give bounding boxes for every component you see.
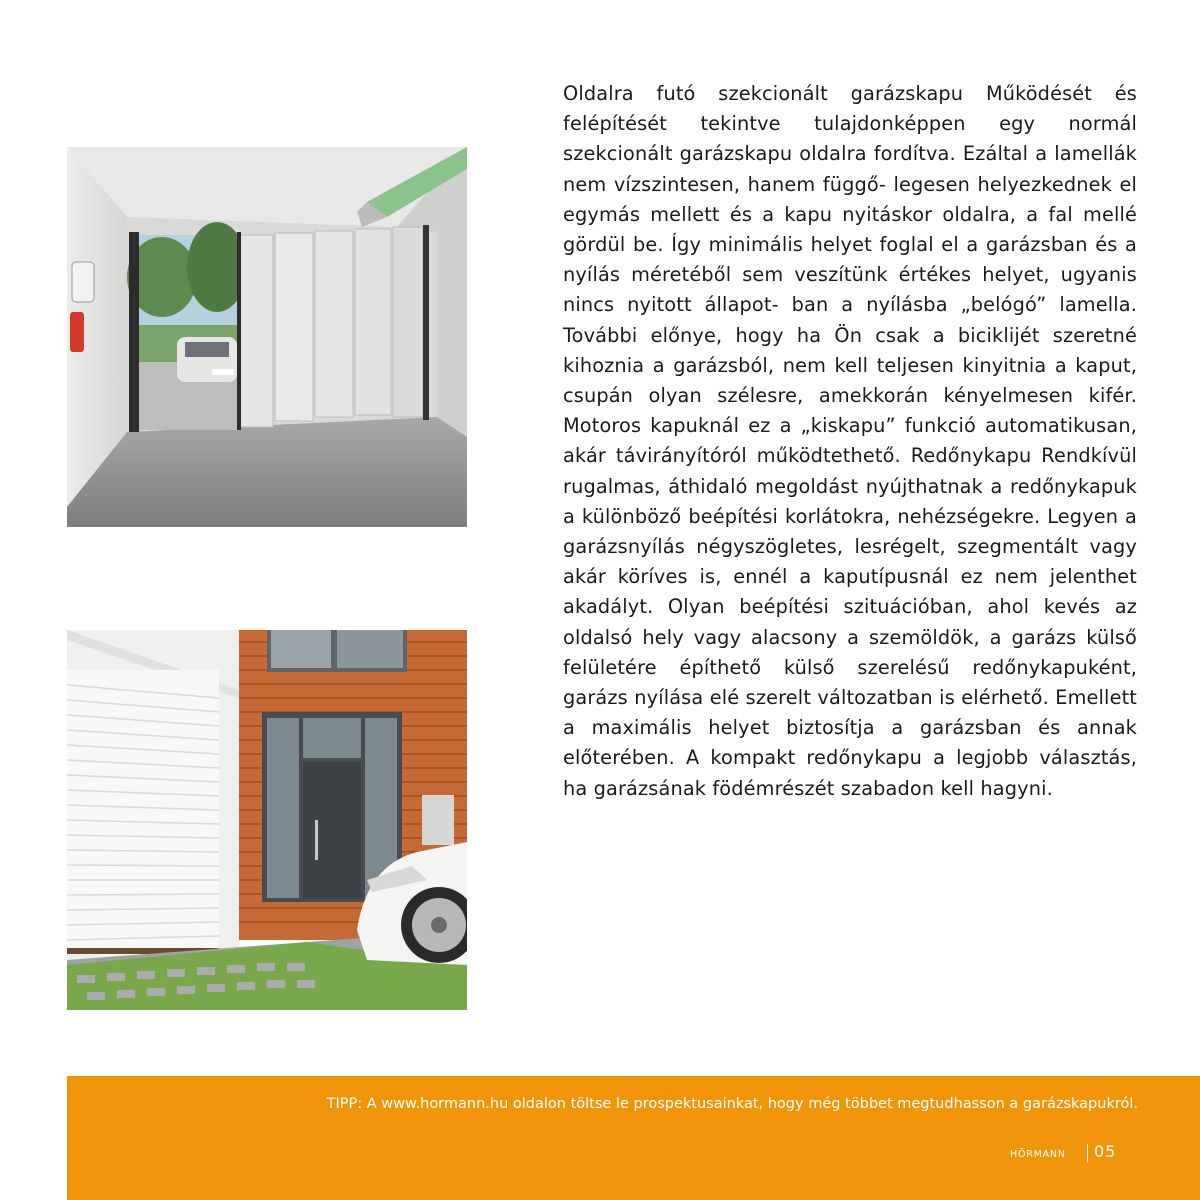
garage-interior-photo	[67, 147, 467, 527]
page-number-separator	[1087, 1144, 1088, 1162]
brand-name: HÖRMANN	[1010, 1149, 1066, 1160]
tip-text: TIPP: A www.hormann.hu oldalon töltse le prospektusainkat, hogy még többet megtudhasson a garázskapukról.	[326, 1096, 1138, 1112]
page-number: 05	[1094, 1142, 1117, 1161]
footer-band	[67, 1076, 1200, 1200]
article-body: Oldalra futó szekcionált garázskapu Működését és felépítését tekintve tulajdonképpen egy normál szekcionált garázskapu oldalra fordítva. Ezáltal a lamellák nem vízszintesen, hanem függő- legesen helyezkednek el egymás mellett és a kapu nyitáskor oldalra, a fal mellé gördül be. Így minimális helyet foglal el a garázsban és a nyílás méretéből sem veszítünk értékes helyet, ugyanis nincs nyitott állapot- ban a nyílásba „belógó” lamella. További előnye, hogy ha Ön csak a biciklijét szeretné kihoznia a garázsból, nem kell teljesen kinyitnia a kaput, csupán olyan szélesre, amekkorán kényelmesen kifér. Motoros kapuknál ez a „kiskapu” funkció automatikusan, akár távirányítóról működtethető. Redőnykapu Rendkívül rugalmas, áthidaló megoldást nyújthatnak a redőnykapuk a különböző beépítési korlátokra, nehézségekre. Legyen a garázsnyílás négyszögletes, lesrégelt, szegmentált vagy akár köríves is, ennél a kaputípusnál ez nem jelenthet akadályt. Olyan beépítési szituációban, ahol kevés az oldalsó hely vagy alacsony a szemöldök, a garázs külső felületére építhető külső szerelésű redőnykapuként, garázs nyílása elé szerelt változatban is elérhető. Emellett a maximális helyet biztosítja a garázsban és annak előterében. A kompakt redőnykapu a legjobb választás, ha garázsának födémrészét szabadon kell hagyni.	[563, 82, 1137, 800]
roller-door-photo	[67, 630, 467, 1010]
